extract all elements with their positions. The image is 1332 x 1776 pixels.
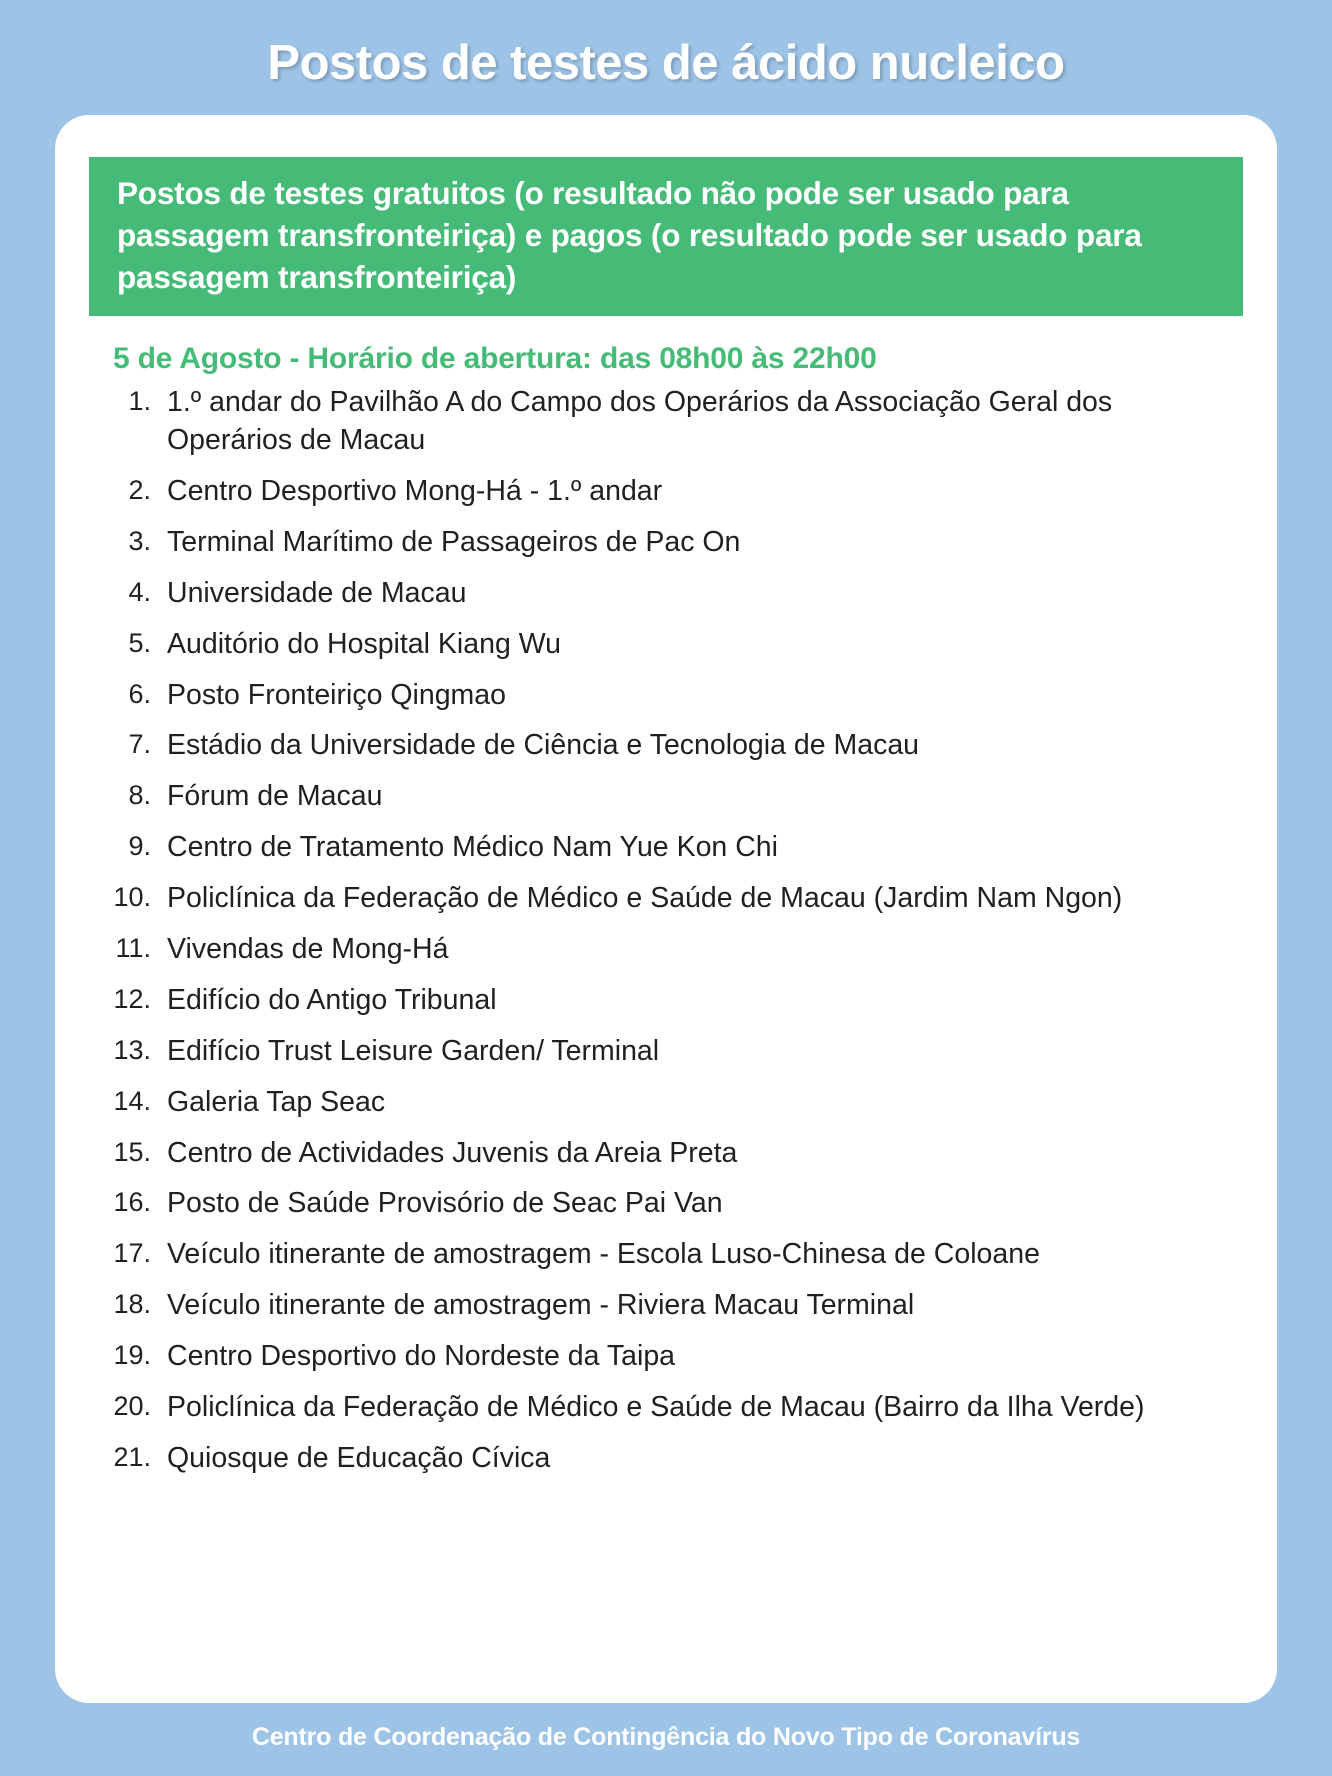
list-item xyxy=(103,626,1233,664)
list-item-label: Galeria Tap Seac xyxy=(167,1085,386,1118)
list-item-number: 13. xyxy=(113,1034,151,1065)
list-item xyxy=(103,1338,1233,1376)
list-item-number: 12. xyxy=(113,983,151,1014)
list-item xyxy=(103,1389,1233,1427)
list-item-label: Veículo itinerante de amostragem - Riviera Macau Terminal xyxy=(167,1289,915,1322)
list-item xyxy=(103,1287,1233,1325)
banner-notice: Postos de testes gratuitos (o resultado não pode ser usado para passagem transfronteiriça) e pagos (o resultado pode ser usado para passagem transfronteiriça) xyxy=(89,157,1243,316)
list-item-label: Fórum de Macau xyxy=(167,780,383,813)
list-item xyxy=(103,778,1233,816)
list-item-number: 15. xyxy=(113,1136,151,1167)
list-item xyxy=(103,1033,1233,1071)
list-item-label: Centro de Tratamento Médico Nam Yue Kon Chi xyxy=(167,831,778,864)
list-item xyxy=(103,1440,1233,1478)
list-item-number: 5. xyxy=(128,627,151,658)
list-item xyxy=(103,1236,1233,1274)
list-item xyxy=(103,829,1233,867)
list-item-label: Posto de Saúde Provisório de Seac Pai Van xyxy=(167,1187,723,1220)
list-item-number: 1. xyxy=(128,386,151,417)
list-item-number: 18. xyxy=(113,1289,151,1320)
list-item-label: Veículo itinerante de amostragem - Escola Luso-Chinesa de Coloane xyxy=(167,1238,1040,1271)
list-item-number: 21. xyxy=(113,1441,151,1472)
list-item xyxy=(103,575,1233,613)
list-item-number: 14. xyxy=(113,1085,151,1116)
list-item xyxy=(103,727,1233,765)
list-item-label: Universidade de Macau xyxy=(167,576,467,609)
list-item xyxy=(103,1185,1233,1223)
list-item-number: 7. xyxy=(128,729,151,760)
list-item xyxy=(103,931,1233,969)
list-item-number: 6. xyxy=(128,678,151,709)
list-item-number: 9. xyxy=(128,831,151,862)
list-item-label: Posto Fronteiriço Qingmao xyxy=(167,678,506,711)
list-item-number: 3. xyxy=(128,525,151,556)
section-heading: 5 de Agosto - Horário de abertura: das 08h00 às 22h00 xyxy=(113,342,877,376)
page-title: Postos de testes de ácido nucleico xyxy=(267,36,1065,90)
list-item-number: 10. xyxy=(113,882,151,913)
list-item-label: Terminal Marítimo de Passageiros de Pac On xyxy=(167,525,741,558)
list-item-label: Auditório do Hospital Kiang Wu xyxy=(167,627,561,660)
list-item-label: Vivendas de Mong-Há xyxy=(167,932,449,965)
list-item-label: Policlínica da Federação de Médico e Saúde de Macau (Jardim Nam Ngon) xyxy=(167,882,1123,915)
list-item-number: 20. xyxy=(113,1390,151,1421)
location-list xyxy=(89,384,1243,1478)
list-item-number: 19. xyxy=(113,1340,151,1371)
list-item xyxy=(103,677,1233,715)
list-item-label: Edifício Trust Leisure Garden/ Terminal xyxy=(167,1034,660,1067)
list-item-number: 11. xyxy=(115,932,151,963)
list-item-number: 4. xyxy=(128,576,151,607)
list-item xyxy=(103,384,1233,460)
list-item-number: 17. xyxy=(113,1238,151,1269)
list-item-number: 16. xyxy=(113,1187,151,1218)
list-item-label: Edifício do Antigo Tribunal xyxy=(167,983,497,1016)
list-item-label: Centro de Actividades Juvenis da Areia Preta xyxy=(167,1136,738,1169)
footer-text: Centro de Coordenação de Contingência do Novo Tipo de Coronavírus xyxy=(251,1723,1081,1751)
list-item xyxy=(103,473,1233,511)
list-item xyxy=(103,524,1233,562)
list-item-number: 2. xyxy=(128,474,151,505)
list-item-label: Quiosque de Educação Cívica xyxy=(167,1441,551,1474)
list-item xyxy=(103,1084,1233,1122)
list-item-label: Centro Desportivo Mong-Há - 1.º andar xyxy=(167,474,663,507)
list-item xyxy=(103,982,1233,1020)
list-item-label: 1.º andar do Pavilhão A do Campo dos Operários da Associação Geral dos Operários de Macau xyxy=(167,386,1113,457)
list-item-label: Centro Desportivo do Nordeste da Taipa xyxy=(167,1340,676,1373)
list-item xyxy=(103,880,1233,918)
list-item xyxy=(103,1135,1233,1173)
list-item-label: Policlínica da Federação de Médico e Saúde de Macau (Bairro da Ilha Verde) xyxy=(167,1390,1145,1423)
content-card xyxy=(55,115,1277,1703)
list-item-number: 8. xyxy=(128,780,151,811)
list-item-label: Estádio da Universidade de Ciência e Tecnologia de Macau xyxy=(167,729,920,762)
